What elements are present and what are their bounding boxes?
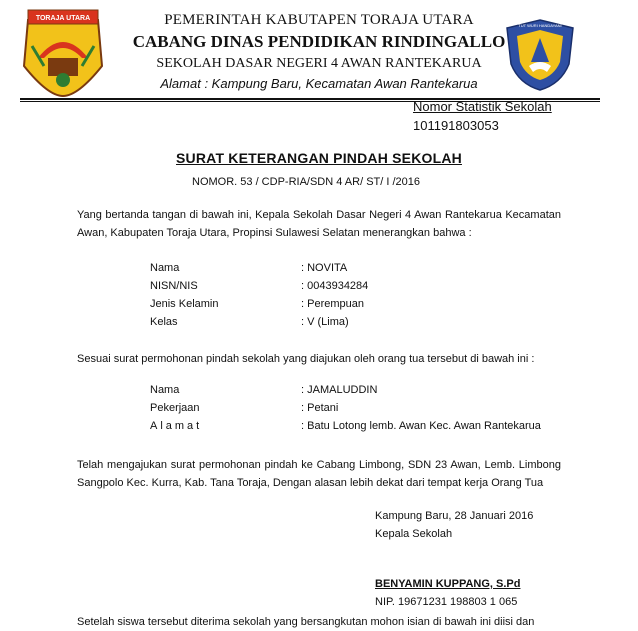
parent-name-value: : JAMALUDDIN xyxy=(301,384,378,396)
student-gender-label: Jenis Kelamin xyxy=(150,298,219,310)
student-name-label: Nama xyxy=(150,262,180,274)
student-nisn-label: NISN/NIS xyxy=(150,280,198,292)
header-government: PEMERINTAH KABUTAPEN TORAJA UTARA xyxy=(164,12,474,28)
parent-job-label: Pekerjaan xyxy=(150,402,200,414)
intro-paragraph: Yang bertanda tangan di bawah ini, Kepala Sekolah Dasar Negeri 4 Awan Rantekarua Kecamatan Awan, Kabupaten Toraja Utara, Propinsi Sulawesi Selatan menerangkan bahwa : xyxy=(77,209,561,239)
student-class-value: : V (Lima) xyxy=(301,316,349,328)
signature-nip: NIP. 19671231 198803 1 065 xyxy=(375,596,518,608)
student-name-value: : NOVITA xyxy=(301,262,348,274)
statistik-number: 101191803053 xyxy=(413,118,499,133)
student-gender-value: : Perempuan xyxy=(301,298,364,310)
header-department: CABANG DINAS PENDIDIKAN RINDINGALLO xyxy=(132,32,506,51)
request-intro: Sesuai surat permohonan pindah sekolah yang diajukan oleh orang tua tersebut di bawah ini : xyxy=(77,353,535,365)
parent-name-label: Nama xyxy=(150,384,180,396)
statistik-label: Nomor Statistik Sekolah xyxy=(413,99,552,114)
footer-note: Setelah siswa tersebut diterima sekolah yang bersangkutan mohon isian di bawah ini diisi dan xyxy=(77,616,535,628)
letter-title: SURAT KETERANGAN PINDAH SEKOLAH xyxy=(176,150,462,166)
student-class-label: Kelas xyxy=(150,316,178,328)
parent-job-value: : Petani xyxy=(301,402,339,414)
signature-name: BENYAMIN KUPPANG, S.Pd xyxy=(375,578,521,590)
parent-address-label: Alamat xyxy=(150,420,203,432)
transfer-paragraph: Telah mengajukan surat permohonan pindah ke Cabang Limbong, SDN 23 Awan, Lemb. Limbong Sangpolo Kec. Kurra, Kab. Tana Toraja, Dengan alasan lebih dekat dari tempat kerja Orang Tua xyxy=(77,459,561,489)
signature-place-date: Kampung Baru, 28 Januari 2016 xyxy=(375,510,534,522)
letter-number: NOMOR. 53 / CDP-RIA/SDN 4 AR/ ST/ I /2016 xyxy=(192,176,421,188)
emblem-motto-text: TUT WURI HANDAYANI xyxy=(518,23,562,28)
emblem-banner-text: TORAJA UTARA xyxy=(35,15,91,22)
header-address: Alamat : Kampung Baru, Kecamatan Awan Rantekarua xyxy=(160,76,478,91)
header-school: SEKOLAH DASAR NEGERI 4 AWAN RANTEKARUA xyxy=(156,56,482,71)
parent-address-value: : Batu Lotong lemb. Awan Kec. Awan Rantekarua xyxy=(301,420,541,432)
student-nisn-value: : 0043934284 xyxy=(301,280,369,292)
signature-position: Kepala Sekolah xyxy=(375,528,453,540)
